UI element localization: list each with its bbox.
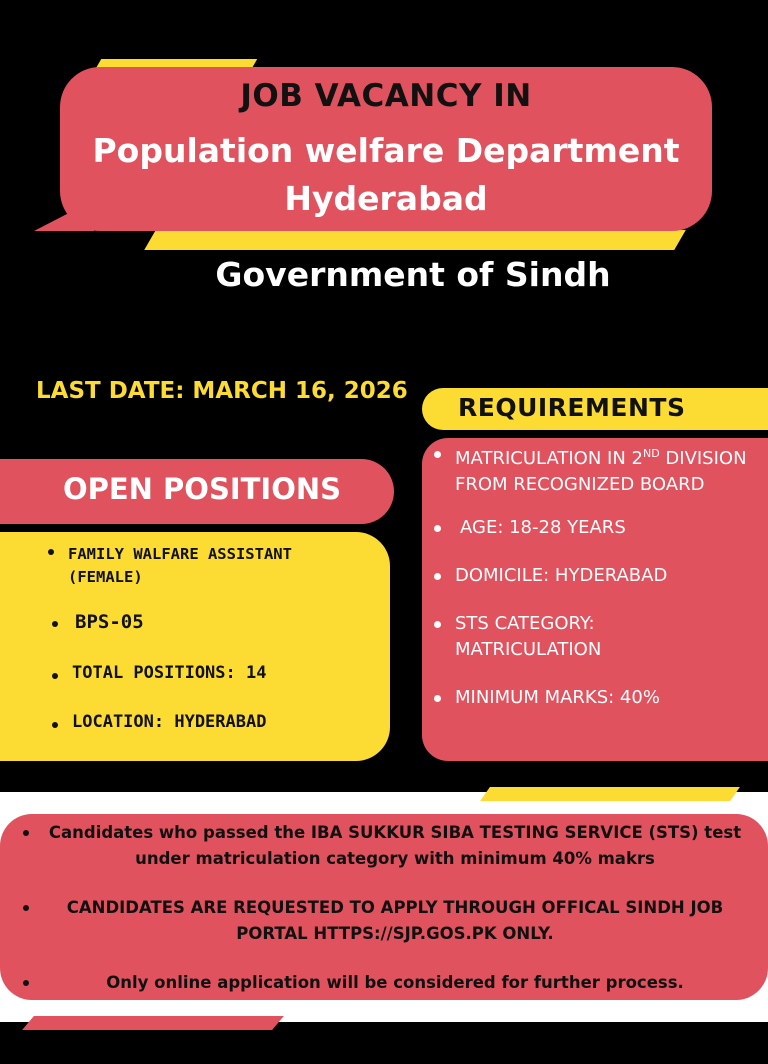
header-department <box>60 127 712 223</box>
bullet-icon <box>52 673 58 679</box>
footer-accent <box>22 1016 284 1030</box>
requirement-age: AGE: 18-28 YEARS <box>460 517 626 538</box>
requirement-education-text: MATRICULATION IN 2 <box>455 448 643 469</box>
bullet-icon <box>48 549 54 555</box>
bullet-icon <box>434 451 441 458</box>
note-sts <box>40 820 750 872</box>
note-apply-line2: PORTAL HTTPS://SJP.GOS.PK ONLY. <box>236 924 554 943</box>
subtitle: Government of Sindh <box>215 255 611 294</box>
notes-accent-top <box>480 787 740 801</box>
position-item <box>68 543 292 589</box>
header-city: Hyderabad <box>284 179 488 218</box>
note-sts-line1: Candidates who passed the IBA SUKKUR SIBA TESTING SERVICE (STS) test <box>48 823 742 842</box>
last-date: LAST DATE: MARCH 16, 2026 <box>36 378 408 404</box>
requirement-education-sup: ND <box>642 447 660 460</box>
requirement-education-board: FROM RECOGNIZED BOARD <box>455 474 705 495</box>
bullet-icon <box>23 980 29 986</box>
header-accent-bottom <box>144 230 686 250</box>
open-positions-title: OPEN POSITIONS <box>62 472 342 506</box>
note-online: Only online application will be considered for further process. <box>106 973 684 992</box>
position-gender: (FEMALE) <box>68 568 143 586</box>
position-location: LOCATION: HYDERABAD <box>72 712 267 732</box>
bullet-icon <box>23 905 29 911</box>
requirement-domicile: DOMICILE: HYDERABAD <box>455 565 668 586</box>
requirement-education-division: DIVISION <box>659 448 747 469</box>
bullet-icon <box>23 830 29 836</box>
header-title: JOB VACANCY IN <box>240 78 532 114</box>
note-sts-line2: under matriculation category with minimum 40% makrs <box>135 849 655 868</box>
position-grade: BPS-05 <box>75 611 144 633</box>
requirement-education <box>455 441 747 498</box>
note-apply <box>40 895 750 947</box>
header-department-name: Population welfare Department <box>92 131 680 170</box>
bullet-icon <box>434 695 441 702</box>
position-name: FAMILY WALFARE ASSISTANT <box>68 545 292 563</box>
bullet-icon <box>52 621 58 627</box>
bullet-icon <box>434 573 441 580</box>
bullet-icon <box>434 621 441 628</box>
requirement-sts-value: MATRICULATION <box>455 639 602 660</box>
bullet-icon <box>52 722 58 728</box>
note-apply-line1: CANDIDATES ARE REQUESTED TO APPLY THROUGH OFFICAL SINDH JOB <box>66 898 724 917</box>
requirement-sts <box>455 611 601 663</box>
requirement-marks: MINIMUM MARKS: 40% <box>455 687 660 708</box>
bullet-icon <box>434 525 441 532</box>
requirements-title: REQUIREMENTS <box>458 393 686 422</box>
position-total: TOTAL POSITIONS: 14 <box>72 663 267 683</box>
requirement-sts-label: STS CATEGORY: <box>455 613 595 634</box>
